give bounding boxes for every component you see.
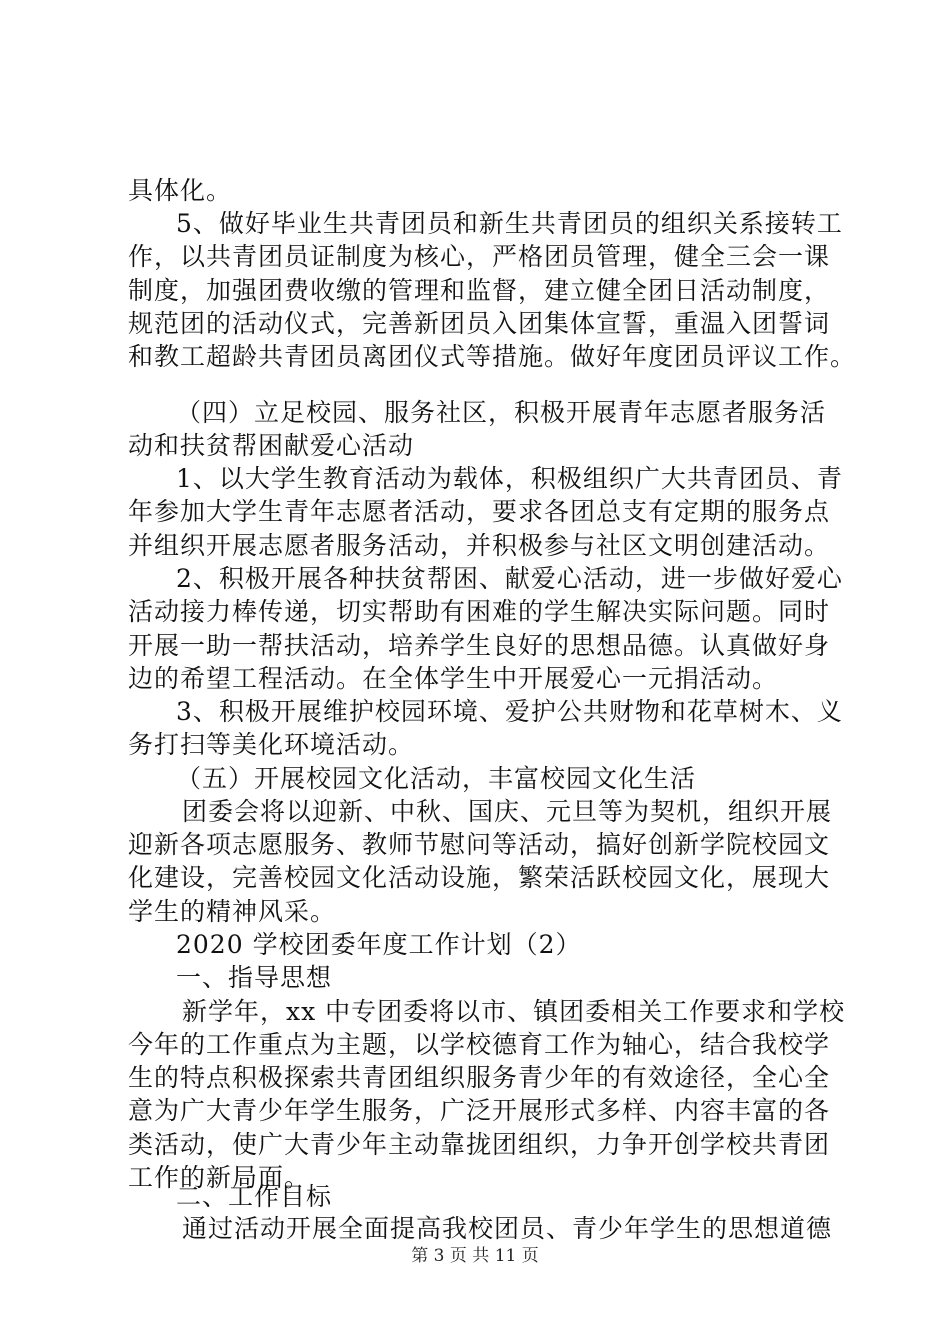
- plan-title: 2020 学校团委年度工作计划（2）: [176, 930, 582, 959]
- text-line: 生的特点积极探索共青团组织服务青少年的有效途径，全心全: [128, 1063, 831, 1092]
- section-heading: 一、指导思想: [176, 963, 333, 992]
- text-line: 工作的新局面。: [128, 1163, 311, 1192]
- text-line: 和教工超龄共青团员离团仪式等措施。做好年度团员评议工作。: [128, 342, 857, 371]
- text-line: 通过活动开展全面提高我校团员、青少年学生的思想道德: [182, 1214, 833, 1243]
- text-line: 年参加大学生青年志愿者活动，要求各团总支有定期的服务点: [128, 497, 831, 526]
- section-heading: 二、工作目标: [176, 1182, 333, 1211]
- text-line: 制度，加强团费收缴的管理和监督，建立健全团日活动制度，: [128, 276, 831, 305]
- text-line: 1、以大学生教育活动为载体，积极组织广大共青团员、青: [176, 464, 843, 493]
- text-line: 新学年，xx 中专团委将以市、镇团委相关工作要求和学校: [182, 997, 846, 1026]
- text-line: 迎新各项志愿服务、教师节慰问等活动，搞好创新学院校园文: [128, 830, 831, 859]
- section-heading: （五）开展校园文化活动，丰富校园文化生活: [176, 764, 697, 793]
- text-line: 团委会将以迎新、中秋、国庆、元旦等为契机，组织开展: [182, 797, 833, 826]
- section-heading: （四）立足校园、服务社区，积极开展青年志愿者服务活: [176, 398, 827, 427]
- text-line: 2、积极开展各种扶贫帮困、献爱心活动，进一步做好爱心: [176, 564, 843, 593]
- text-line: 3、积极开展维护校园环境、爱护公共财物和花草树木、义: [176, 697, 843, 726]
- text-line: 并组织开展志愿者服务活动，并积极参与社区文明创建活动。: [128, 531, 831, 560]
- text-line: 边的希望工程活动。在全体学生中开展爱心一元捐活动。: [128, 664, 779, 693]
- section-heading: 动和扶贫帮困献爱心活动: [128, 431, 415, 460]
- text-line: 活动接力棒传递，切实帮助有困难的学生解决实际问题。同时: [128, 597, 831, 626]
- text-line: 5、做好毕业生共青团员和新生共青团员的组织关系接转工: [176, 209, 843, 238]
- text-line: 意为广大青少年学生服务，广泛开展形式多样、内容丰富的各: [128, 1096, 831, 1125]
- text-line: 今年的工作重点为主题，以学校德育工作为轴心，结合我校学: [128, 1030, 831, 1059]
- text-line: 作，以共青团员证制度为核心，严格团员管理，健全三会一课: [128, 242, 831, 271]
- text-line: 开展一助一帮扶活动，培养学生良好的思想品德。认真做好身: [128, 631, 831, 660]
- text-line: 学生的精神风采。: [128, 897, 337, 926]
- text-line: 务打扫等美化环境活动。: [128, 730, 415, 759]
- text-line: 规范团的活动仪式，完善新团员入团集体宣誓，重温入团誓词: [128, 309, 831, 338]
- text-line: 类活动，使广大青少年主动靠拢团组织，力争开创学校共青团: [128, 1130, 831, 1159]
- page-number: 第 3 页 共 11 页: [411, 1246, 539, 1266]
- text-line: 具体化。: [128, 176, 233, 205]
- text-line: 化建设，完善校园文化活动设施，繁荣活跃校园文化，展现大: [128, 863, 831, 892]
